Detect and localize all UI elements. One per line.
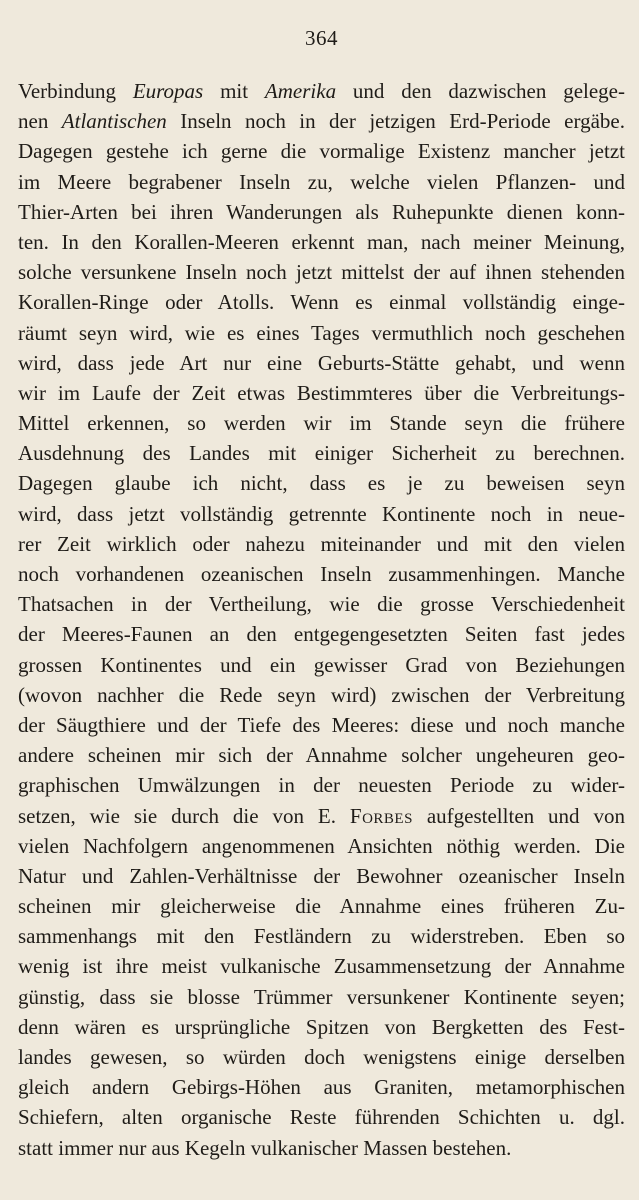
- text-segment: denn wären es ursprüngliche Spitzen von Bergketten des Fest-: [18, 1014, 625, 1039]
- text-segment: und den dazwischen gelege-: [336, 79, 625, 103]
- text-segment: wird, dass jetzt vollständig getrennte Kontinente noch in neue-: [18, 501, 625, 526]
- body-text: [18, 76, 625, 1163]
- text-segment: Dagegen glaube ich nicht, dass es je zu beweisen seyn: [18, 471, 625, 496]
- text-line: [18, 438, 625, 468]
- text-segment: Thier-Arten bei ihren Wanderungen als Ruhepunkte dienen konn-: [18, 199, 625, 224]
- text-line: [18, 801, 625, 831]
- text-line: [18, 318, 625, 348]
- text-segment: nen: [18, 109, 62, 134]
- text-segment: setzen, wie sie durch die von E.: [18, 803, 350, 828]
- text-line: [18, 106, 625, 136]
- text-line: [18, 287, 625, 317]
- text-line: [18, 740, 625, 770]
- text-segment: wird, dass jede Art nur eine Geburts-Stätte gehabt, und wenn: [18, 350, 625, 375]
- text-line: [18, 378, 625, 408]
- text-line: [18, 408, 625, 438]
- text-line: [18, 619, 625, 649]
- text-line: [18, 348, 625, 378]
- text-segment: Mittel erkennen, so werden wir im Stande seyn die frühere: [18, 411, 625, 436]
- text-line: [18, 650, 625, 680]
- text-segment: grossen Kontinentes und ein gewisser Grad von Beziehungen: [18, 652, 625, 677]
- text-line: [18, 529, 625, 559]
- text-segment: Verbindung: [18, 79, 133, 103]
- text-segment: landes gewesen, so würden doch wenigstens einige derselben: [18, 1045, 625, 1069]
- text-line: [18, 76, 625, 106]
- text-segment: der Meeres-Faunen an den entgegengesetzten Seiten fast jedes: [18, 622, 625, 647]
- text-line: [18, 1072, 625, 1102]
- text-line: [18, 1042, 625, 1072]
- text-line: [18, 1102, 625, 1132]
- text-segment: graphischen Umwälzungen in der neuesten Periode zu wider-: [18, 773, 625, 798]
- text-line: [18, 197, 625, 227]
- text-line: [18, 770, 625, 800]
- text-segment: mit: [203, 79, 265, 103]
- text-line: [18, 559, 625, 589]
- text-segment: ten. In den Korallen-Meeren erkennt man, nach meiner Meinung,: [18, 229, 625, 254]
- text-line: [18, 1133, 625, 1163]
- text-segment: Schiefern, alten organische Reste führenden Schichten u. dgl.: [18, 1105, 625, 1130]
- text-segment: andere scheinen mir sich der Annahme solcher ungeheuren geo-: [18, 743, 625, 768]
- text-line: [18, 1012, 625, 1042]
- text-line: [18, 710, 625, 740]
- text-line: [18, 861, 625, 891]
- italic-text: Europas: [132, 79, 204, 103]
- text-segment: günstig, dass sie blosse Trümmer versunkener Kontinente seyen;: [18, 984, 625, 1009]
- text-segment: Ausdehnung des Landes mit einiger Sicherheit zu berechnen.: [18, 441, 625, 466]
- text-line: [18, 227, 625, 257]
- text-segment: wir im Laufe der Zeit etwas Bestimmteres über die Verbreitungs-: [18, 380, 625, 405]
- text-segment: noch vorhandenen ozeanischen Inseln zusammenhingen. Manche: [18, 562, 625, 586]
- text-segment: Dagegen gestehe ich gerne die vormalige Existenz mancher jetzt: [18, 139, 625, 164]
- text-line: [18, 499, 625, 529]
- text-line: [18, 831, 625, 861]
- text-segment: sammenhangs mit den Festländern zu widerstreben. Eben so: [18, 924, 625, 949]
- page-number: 364: [305, 26, 338, 50]
- text-line: [18, 468, 625, 498]
- text-line: [18, 891, 625, 921]
- italic-text: Amerika: [264, 79, 337, 103]
- text-line: [18, 167, 625, 197]
- small-caps-name: Forbes: [349, 803, 413, 828]
- text-segment: gleich andern Gebirgs-Höhen aus Graniten, metamorphischen: [18, 1075, 625, 1100]
- text-line: [18, 951, 625, 981]
- text-line: [18, 257, 625, 287]
- text-segment: Natur und Zahlen-Verhältnisse der Bewohner ozeanischer Inseln: [18, 863, 625, 888]
- text-line: [18, 982, 625, 1012]
- text-segment: wenig ist ihre meist vulkanische Zusammensetzung der Annahme: [18, 954, 625, 979]
- text-segment: räumt seyn wird, wie es eines Tages vermuthlich noch geschehen: [18, 320, 625, 345]
- text-segment: solche versunkene Inseln noch jetzt mittelst der auf ihnen stehenden: [18, 260, 625, 285]
- text-line: [18, 680, 625, 710]
- text-segment: statt immer nur aus Kegeln vulkanischer Massen bestehen.: [18, 1135, 512, 1160]
- text-line: [18, 921, 625, 951]
- text-line: [18, 589, 625, 619]
- text-segment: Korallen-Ringe oder Atolls. Wenn es einmal vollständig einge-: [18, 290, 625, 315]
- text-line: [18, 136, 625, 166]
- text-segment: Inseln noch in der jetzigen Erd-Periode ergäbe.: [166, 109, 625, 134]
- text-segment: rer Zeit wirklich oder nahezu miteinander und mit den vielen: [18, 531, 625, 556]
- text-segment: Thatsachen in der Vertheilung, wie die grosse Verschiedenheit: [18, 592, 625, 617]
- text-segment: scheinen mir gleicherweise die Annahme eines früheren Zu-: [18, 894, 625, 919]
- text-segment: im Meere begrabener Inseln zu, welche vielen Pflanzen- und: [18, 169, 625, 194]
- text-segment: aufgestellten und von: [412, 803, 625, 828]
- text-segment: vielen Nachfolgern angenommenen Ansichten nöthig werden. Die: [18, 833, 625, 858]
- text-segment: der Säugthiere und der Tiefe des Meeres: diese und noch manche: [18, 712, 625, 737]
- text-segment: (wovon nachher die Rede seyn wird) zwischen der Verbreitung: [18, 682, 625, 707]
- italic-text: Atlantischen: [61, 109, 167, 134]
